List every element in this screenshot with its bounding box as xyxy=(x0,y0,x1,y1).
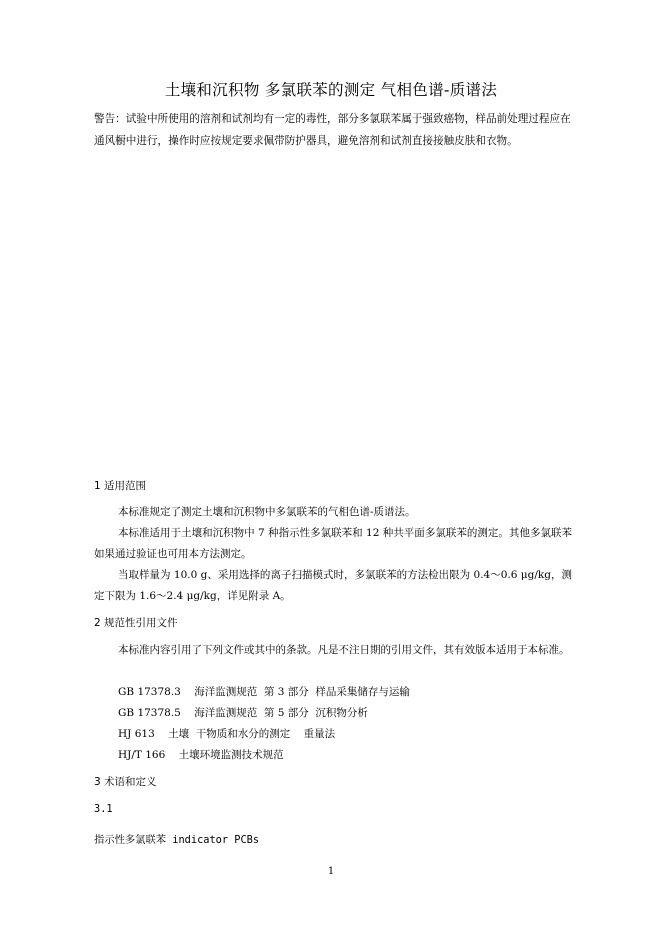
document-title: 土壤和沉积物 多氯联苯的测定 气相色谱-质谱法 xyxy=(164,81,498,99)
page-number: 1 xyxy=(327,866,335,877)
section-1-heading: 1 适用范围 xyxy=(94,480,147,492)
reference-item: HJ 613 土壤 干物质和水分的测定 重量法 xyxy=(118,728,336,740)
term-definition-title: 指示性多氯联苯 indicator PCBs xyxy=(94,834,260,846)
section-1-paragraph-2: 本标准适用于土壤和沉积物中 7 种指示性多氯联苯和 12 种共平面多氯联苯的测定。其他多氯联苯如果通过验证也可用本方法测定。 xyxy=(94,527,572,560)
section-3-heading: 3 术语和定义 xyxy=(94,776,157,788)
reference-item: GB 17378.3 海洋监测规范 第 3 部分 样品采集储存与运输 xyxy=(118,686,410,698)
section-1-paragraph-3: 当取样量为 10.0 g、采用选择的离子扫描模式时，多氯联苯的方法检出限为 0.4～0.6 μg/kg，测定下限为 1.6～2.4 μg/kg，详见附录 A。 xyxy=(94,569,572,602)
reference-item: HJ/T 166 土壤环境监测技术规范 xyxy=(118,749,284,761)
section-2-heading: 2 规范性引用文件 xyxy=(94,617,178,629)
reference-item: GB 17378.5 海洋监测规范 第 5 部分 沉积物分析 xyxy=(118,707,368,719)
section-2-paragraph-1: 本标准内容引用了下列文件或其中的条款。凡是不注日期的引用文件，其有效版本适用于本标准。 xyxy=(118,644,570,656)
warning-paragraph: 警告：试验中所使用的溶剂和试剂均有一定的毒性，部分多氯联苯属于强致癌物，样品前处理过程应在通风橱中进行，操作时应按规定要求佩带防护器具，避免溶剂和试剂直接接触皮肤和衣物。 xyxy=(94,113,571,147)
section-1-paragraph-1: 本标准规定了测定土壤和沉积物中多氯联苯的气相色谱-质谱法。 xyxy=(118,506,416,518)
subsection-number: 3.1 xyxy=(94,803,113,815)
